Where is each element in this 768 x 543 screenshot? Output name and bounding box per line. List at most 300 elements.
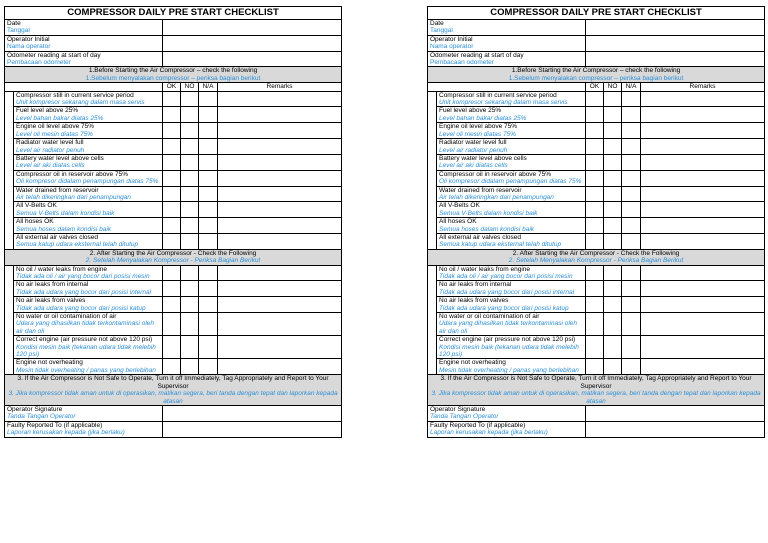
item-indent xyxy=(428,91,437,107)
item-label-en: Battery water level above cells xyxy=(439,154,527,162)
footer-field-label xyxy=(5,421,163,437)
item-ok-cell[interactable] xyxy=(163,154,181,170)
column-header-row xyxy=(5,83,342,91)
column-header-na: N/A xyxy=(199,83,218,91)
item-ok-cell[interactable] xyxy=(586,218,604,234)
item-remarks-cell[interactable] xyxy=(641,233,765,249)
checklist-item xyxy=(437,233,586,249)
item-na-cell[interactable] xyxy=(622,265,641,281)
checklist-item-row xyxy=(428,218,765,234)
checklist-item-row xyxy=(428,313,765,336)
item-label-id: Level bahan bakar diatas 25% xyxy=(439,114,527,122)
checklist-item xyxy=(437,91,586,107)
item-remarks-cell[interactable] xyxy=(641,123,765,139)
item-na-cell[interactable] xyxy=(199,186,218,202)
item-na-cell[interactable] xyxy=(199,233,218,249)
section-1-title-en: 1.Before Starting the Air Compressor – check the following xyxy=(88,67,258,75)
item-no-cell[interactable] xyxy=(604,297,622,313)
item-na-cell[interactable] xyxy=(199,107,218,123)
field-label-en: Faulty Reported To (if applicable) xyxy=(7,421,103,429)
checklist-item xyxy=(437,265,586,281)
item-label-id: Tidak ada udara yang bocor dari posisi katup xyxy=(16,304,146,312)
checklist-item-row xyxy=(5,154,342,170)
section-2-header xyxy=(5,249,342,265)
item-label-en: Compressor oil in reservoir above 75% xyxy=(439,170,551,178)
item-remarks-cell[interactable] xyxy=(641,170,765,186)
item-remarks-cell[interactable] xyxy=(218,202,342,218)
field-label-en: Faulty Reported To (if applicable) xyxy=(430,421,526,429)
item-ok-cell[interactable] xyxy=(163,170,181,186)
footer-field-label xyxy=(428,421,586,437)
item-indent xyxy=(428,202,437,218)
item-indent xyxy=(5,123,14,139)
item-label-en: No oil / water leaks from engine xyxy=(16,265,108,273)
item-remarks-cell[interactable] xyxy=(641,154,765,170)
item-ok-cell[interactable] xyxy=(163,297,181,313)
item-na-cell[interactable] xyxy=(199,313,218,336)
item-no-cell[interactable] xyxy=(604,123,622,139)
item-ok-cell[interactable] xyxy=(586,170,604,186)
item-na-cell[interactable] xyxy=(622,154,641,170)
checklist-item-row xyxy=(428,123,765,139)
item-no-cell[interactable] xyxy=(181,218,199,234)
item-na-cell[interactable] xyxy=(199,123,218,139)
item-no-cell[interactable] xyxy=(181,297,199,313)
item-ok-cell[interactable] xyxy=(163,359,181,375)
field-label-id: Tanda Tangan Operator xyxy=(7,413,76,421)
field-label-en: Operator Initial xyxy=(430,35,473,43)
field-label-id: Nama operator xyxy=(430,43,474,51)
item-indent xyxy=(5,170,14,186)
item-indent xyxy=(428,281,437,297)
item-na-cell[interactable] xyxy=(622,91,641,107)
item-ok-cell[interactable] xyxy=(586,265,604,281)
item-indent xyxy=(5,139,14,155)
checklist-table xyxy=(4,6,342,438)
checklist-item-row xyxy=(428,281,765,297)
item-remarks-cell[interactable] xyxy=(218,233,342,249)
item-remarks-cell[interactable] xyxy=(641,202,765,218)
item-label-en: All V-Belts OK xyxy=(16,202,57,210)
item-label-id: Semua hoses dalam kondisi baik xyxy=(16,225,112,233)
field-label-id: Laporan kerusakan kepada (jika berlaku) xyxy=(430,429,548,437)
item-label-en: All hoses OK xyxy=(439,218,477,226)
header-field-input[interactable] xyxy=(586,20,765,36)
item-remarks-cell[interactable] xyxy=(641,218,765,234)
column-header-blank xyxy=(428,83,586,91)
header-field-input[interactable] xyxy=(586,35,765,51)
item-label-id: Tidak ada udara yang bocor dari posisi internal xyxy=(439,288,575,296)
field-label-id: Pembacaan odometer xyxy=(430,59,494,67)
item-no-cell[interactable] xyxy=(604,139,622,155)
item-no-cell[interactable] xyxy=(604,170,622,186)
checklist-item-row xyxy=(5,186,342,202)
field-label-en: Date xyxy=(7,20,21,27)
item-remarks-cell[interactable] xyxy=(641,139,765,155)
item-label-id: Tidak ada udara yang bocor dari posisi katup xyxy=(439,304,569,312)
item-ok-cell[interactable] xyxy=(586,313,604,336)
item-remarks-cell[interactable] xyxy=(218,186,342,202)
item-no-cell[interactable] xyxy=(181,281,199,297)
item-no-cell[interactable] xyxy=(604,265,622,281)
checklist-item-row xyxy=(5,233,342,249)
section-3-title-en: 3. If the Air Compressor is Not Safe to Operate, Turn it off Immediately, Tag Appropriately and Report to Your Supervisor xyxy=(440,375,752,390)
item-na-cell[interactable] xyxy=(199,281,218,297)
item-remarks-cell[interactable] xyxy=(218,139,342,155)
item-indent xyxy=(428,139,437,155)
checklist-item xyxy=(14,281,163,297)
field-label-en: Odometer reading at start of day xyxy=(7,51,101,59)
item-na-cell[interactable] xyxy=(622,336,641,359)
item-na-cell[interactable] xyxy=(199,170,218,186)
item-no-cell[interactable] xyxy=(181,123,199,139)
checklist-item-row xyxy=(5,297,342,313)
item-indent xyxy=(428,218,437,234)
field-label-en: Date xyxy=(430,20,444,27)
item-ok-cell[interactable] xyxy=(163,186,181,202)
item-label-id: Tidak ada udara yang bocor dari posisi internal xyxy=(16,288,152,296)
item-remarks-cell[interactable] xyxy=(218,170,342,186)
item-label-id: Oli kompresor didalam penampungan diatas 75% xyxy=(16,178,159,186)
item-no-cell[interactable] xyxy=(604,154,622,170)
item-na-cell[interactable] xyxy=(622,218,641,234)
item-label-en: Correct engine (air pressure not above 120 psi) xyxy=(16,336,153,344)
checklist-item xyxy=(14,186,163,202)
checklist-item xyxy=(14,218,163,234)
item-ok-cell[interactable] xyxy=(586,359,604,375)
item-label-en: No air leaks from valves xyxy=(16,297,86,305)
item-label-id: Oli kompresor didalam penampungan diatas 75% xyxy=(439,178,582,186)
item-no-cell[interactable] xyxy=(181,154,199,170)
item-no-cell[interactable] xyxy=(181,336,199,359)
item-remarks-cell[interactable] xyxy=(641,186,765,202)
footer-field-input[interactable] xyxy=(586,421,765,437)
item-label-en: Engine oil level above 75% xyxy=(439,123,518,131)
item-ok-cell[interactable] xyxy=(163,336,181,359)
footer-field-input[interactable] xyxy=(163,405,342,421)
item-no-cell[interactable] xyxy=(604,91,622,107)
item-remarks-cell[interactable] xyxy=(218,359,342,375)
checklist-item xyxy=(437,202,586,218)
item-no-cell[interactable] xyxy=(604,359,622,375)
item-ok-cell[interactable] xyxy=(163,218,181,234)
item-na-cell[interactable] xyxy=(622,123,641,139)
item-ok-cell[interactable] xyxy=(586,336,604,359)
item-indent xyxy=(5,359,14,375)
field-label-id: Nama operator xyxy=(7,43,51,51)
item-remarks-cell[interactable] xyxy=(641,265,765,281)
column-header-ok: OK xyxy=(163,83,181,91)
field-label-id: Tanggal xyxy=(430,27,453,35)
item-ok-cell[interactable] xyxy=(163,313,181,336)
checklist-item xyxy=(14,139,163,155)
item-ok-cell[interactable] xyxy=(163,265,181,281)
item-na-cell[interactable] xyxy=(622,281,641,297)
item-ok-cell[interactable] xyxy=(586,123,604,139)
item-ok-cell[interactable] xyxy=(586,139,604,155)
item-remarks-cell[interactable] xyxy=(218,123,342,139)
item-indent xyxy=(5,186,14,202)
field-label-en: Odometer reading at start of day xyxy=(430,51,524,59)
checklist-item-row xyxy=(5,107,342,123)
item-label-id: Unit kompresor sekarang dalam masa servis xyxy=(439,99,568,107)
field-label-id: Pembacaan odometer xyxy=(7,59,71,67)
item-ok-cell[interactable] xyxy=(163,233,181,249)
item-na-cell[interactable] xyxy=(199,154,218,170)
item-na-cell[interactable] xyxy=(622,139,641,155)
item-indent xyxy=(5,281,14,297)
item-indent xyxy=(428,297,437,313)
item-na-cell[interactable] xyxy=(622,186,641,202)
checklist-item xyxy=(437,154,586,170)
section-3-title-id: 3. Jika kompressor tidak aman untuk di operasikan, matikan segera, beri tanda dengan tepat dan laporkan kepada atasan xyxy=(431,390,761,405)
item-ok-cell[interactable] xyxy=(586,154,604,170)
item-label-en: Radiator water level full xyxy=(439,139,507,147)
item-ok-cell[interactable] xyxy=(163,91,181,107)
item-label-id: Tidak ada oli / air yang bocor dari posisi mesin xyxy=(439,273,573,280)
item-label-id: Kondisi mesin baik (tekanan udara tidak melebih 120 psi) xyxy=(16,343,156,359)
checklist-item xyxy=(437,336,586,359)
item-ok-cell[interactable] xyxy=(163,139,181,155)
item-no-cell[interactable] xyxy=(181,202,199,218)
item-ok-cell[interactable] xyxy=(586,281,604,297)
item-label-en: Water drained from reservoir xyxy=(439,186,522,194)
item-na-cell[interactable] xyxy=(199,202,218,218)
item-label-id: Level air radiator penuh xyxy=(439,146,508,154)
item-label-en: Engine oil level above 75% xyxy=(16,123,95,131)
item-remarks-cell[interactable] xyxy=(218,313,342,336)
checklist-item-row xyxy=(428,154,765,170)
checklist-item xyxy=(437,281,586,297)
item-no-cell[interactable] xyxy=(181,107,199,123)
header-field-input[interactable] xyxy=(163,51,342,67)
checklist-item-row xyxy=(5,336,342,359)
checklist-item-row xyxy=(5,265,342,281)
header-field-label xyxy=(5,20,163,36)
item-no-cell[interactable] xyxy=(181,139,199,155)
checklist-sheet-left xyxy=(4,6,341,438)
item-na-cell[interactable] xyxy=(199,218,218,234)
checklist-table xyxy=(427,6,765,438)
item-label-en: All hoses OK xyxy=(16,218,54,226)
checklist-item-row xyxy=(5,281,342,297)
header-field-row xyxy=(5,35,342,51)
item-label-id: Level air radiator penuh xyxy=(16,146,85,154)
footer-field-label xyxy=(5,405,163,421)
column-header-no: NO xyxy=(604,83,622,91)
item-label-id: Semua katup udara eksternal telah ditutup xyxy=(439,241,562,249)
item-remarks-cell[interactable] xyxy=(218,297,342,313)
item-ok-cell[interactable] xyxy=(586,202,604,218)
field-label-en: Operator Signature xyxy=(7,405,63,413)
item-remarks-cell[interactable] xyxy=(218,281,342,297)
item-label-en: Compressor still in current service period xyxy=(439,91,557,99)
checklist-item xyxy=(437,139,586,155)
item-ok-cell[interactable] xyxy=(586,233,604,249)
item-no-cell[interactable] xyxy=(604,336,622,359)
item-label-id: Mesin tidak overheating / panas yang berlebihan xyxy=(16,366,156,374)
header-field-input[interactable] xyxy=(163,35,342,51)
checklist-item-row xyxy=(428,297,765,313)
item-label-en: All V-Belts OK xyxy=(439,202,480,210)
section-3-header xyxy=(5,375,342,406)
item-label-id: Semua V-Belts dalam kondisi baik xyxy=(16,209,115,217)
item-remarks-cell[interactable] xyxy=(218,91,342,107)
item-label-en: Compressor oil in reservoir above 75% xyxy=(16,170,128,178)
item-label-en: No air leaks from internal xyxy=(16,281,89,289)
section-3-title-id: 3. Jika kompressor tidak aman untuk di operasikan, matikan segera, beri tanda dengan tepat dan laporkan kepada atasan xyxy=(8,390,338,405)
item-indent xyxy=(5,233,14,249)
item-label-en: Engine not overheating xyxy=(439,359,506,367)
column-header-row xyxy=(428,83,765,91)
column-header-blank xyxy=(5,83,163,91)
checklist-item-row xyxy=(5,359,342,375)
item-remarks-cell[interactable] xyxy=(218,218,342,234)
checklist-item xyxy=(437,218,586,234)
item-label-en: Engine not overheating xyxy=(16,359,83,367)
item-label-id: Semua hoses dalam kondisi baik xyxy=(439,225,535,233)
checklist-item xyxy=(14,154,163,170)
item-no-cell[interactable] xyxy=(181,265,199,281)
item-no-cell[interactable] xyxy=(604,202,622,218)
item-na-cell[interactable] xyxy=(622,107,641,123)
header-field-label xyxy=(5,51,163,67)
header-field-input[interactable] xyxy=(163,20,342,36)
footer-field-label xyxy=(428,405,586,421)
item-remarks-cell[interactable] xyxy=(641,107,765,123)
item-remarks-cell[interactable] xyxy=(641,313,765,336)
item-no-cell[interactable] xyxy=(604,218,622,234)
header-field-label xyxy=(5,35,163,51)
item-remarks-cell[interactable] xyxy=(641,91,765,107)
item-indent xyxy=(428,233,437,249)
section-2-title-en: 2. After Starting the Air Compressor - Check the Following xyxy=(89,249,257,257)
item-no-cell[interactable] xyxy=(181,313,199,336)
item-indent xyxy=(5,336,14,359)
checklist-item xyxy=(14,91,163,107)
item-ok-cell[interactable] xyxy=(163,202,181,218)
item-remarks-cell[interactable] xyxy=(218,107,342,123)
item-label-id: Kondisi mesin baik (tekanan udara tidak melebih 120 psi) xyxy=(439,343,579,359)
item-no-cell[interactable] xyxy=(181,91,199,107)
item-na-cell[interactable] xyxy=(199,139,218,155)
section-1-title-id: 1.Sebelum menyalakan compressor – periksa bagian berikut xyxy=(508,74,684,82)
footer-field-row xyxy=(5,421,342,437)
item-na-cell[interactable] xyxy=(622,359,641,375)
item-indent xyxy=(5,313,14,336)
header-field-row xyxy=(428,20,765,36)
item-na-cell[interactable] xyxy=(622,202,641,218)
item-label-id: Tidak ada oli / air yang bocor dari posisi mesin xyxy=(16,273,150,280)
item-no-cell[interactable] xyxy=(181,233,199,249)
item-label-id: Air telah dikeringkan dari penampungan xyxy=(16,193,131,201)
header-field-label xyxy=(428,35,586,51)
column-header-na: N/A xyxy=(622,83,641,91)
column-header-no: NO xyxy=(181,83,199,91)
item-na-cell[interactable] xyxy=(199,91,218,107)
checklist-item xyxy=(437,123,586,139)
item-label-id: Level air aki diatas cells xyxy=(16,162,85,170)
item-label-en: Correct engine (air pressure not above 120 psi) xyxy=(439,336,576,344)
item-na-cell[interactable] xyxy=(199,336,218,359)
item-indent xyxy=(5,297,14,313)
item-remarks-cell[interactable] xyxy=(218,336,342,359)
item-label-en: Battery water level above cells xyxy=(16,154,104,162)
checklist-item xyxy=(14,202,163,218)
checklist-item xyxy=(14,107,163,123)
item-label-id: Level oli mesin diatas 75% xyxy=(439,130,516,138)
item-remarks-cell[interactable] xyxy=(641,281,765,297)
section-1-title-en: 1.Before Starting the Air Compressor – check the following xyxy=(511,67,681,75)
item-label-en: No air leaks from internal xyxy=(439,281,512,289)
item-remarks-cell[interactable] xyxy=(641,359,765,375)
item-na-cell[interactable] xyxy=(622,170,641,186)
item-remarks-cell[interactable] xyxy=(641,297,765,313)
item-no-cell[interactable] xyxy=(604,186,622,202)
item-no-cell[interactable] xyxy=(604,281,622,297)
item-na-cell[interactable] xyxy=(199,359,218,375)
item-ok-cell[interactable] xyxy=(586,186,604,202)
item-na-cell[interactable] xyxy=(622,233,641,249)
item-no-cell[interactable] xyxy=(604,107,622,123)
item-na-cell[interactable] xyxy=(622,297,641,313)
item-ok-cell[interactable] xyxy=(586,297,604,313)
item-na-cell[interactable] xyxy=(622,313,641,336)
item-na-cell[interactable] xyxy=(199,297,218,313)
footer-field-input[interactable] xyxy=(163,421,342,437)
item-indent xyxy=(428,170,437,186)
item-ok-cell[interactable] xyxy=(586,107,604,123)
item-no-cell[interactable] xyxy=(181,359,199,375)
item-indent xyxy=(428,154,437,170)
section-3-title-en: 3. If the Air Compressor is Not Safe to Operate, Turn it off Immediately, Tag Appropriately and Report to Your Supervisor xyxy=(17,375,329,390)
checklist-item-row xyxy=(428,91,765,107)
checklist-item-row xyxy=(428,139,765,155)
header-field-row xyxy=(428,51,765,67)
item-remarks-cell[interactable] xyxy=(218,154,342,170)
item-label-en: No water or oil contamination of air xyxy=(16,313,117,321)
item-remarks-cell[interactable] xyxy=(218,265,342,281)
item-label-en: Fuel level above 25% xyxy=(439,107,502,115)
footer-field-input[interactable] xyxy=(586,405,765,421)
checklist-item-row xyxy=(428,202,765,218)
section-2-title-id: 2. Setelah Menyalakan Kompressor - Periksa Bagian Berikut xyxy=(85,257,261,265)
checklist-item xyxy=(14,233,163,249)
item-no-cell[interactable] xyxy=(181,170,199,186)
item-na-cell[interactable] xyxy=(199,265,218,281)
checklist-item-row xyxy=(428,170,765,186)
checklist-item xyxy=(437,107,586,123)
header-field-label xyxy=(428,51,586,67)
item-no-cell[interactable] xyxy=(604,313,622,336)
item-ok-cell[interactable] xyxy=(163,123,181,139)
item-ok-cell[interactable] xyxy=(586,91,604,107)
item-remarks-cell[interactable] xyxy=(641,336,765,359)
field-label-id: Tanda Tangan Operator xyxy=(430,413,499,421)
item-ok-cell[interactable] xyxy=(163,107,181,123)
item-ok-cell[interactable] xyxy=(163,281,181,297)
checklist-item-row xyxy=(5,202,342,218)
item-label-en: Compressor still in current service period xyxy=(16,91,134,99)
header-field-input[interactable] xyxy=(586,51,765,67)
column-header-ok: OK xyxy=(586,83,604,91)
checklist-item-row xyxy=(428,186,765,202)
item-no-cell[interactable] xyxy=(181,186,199,202)
checklist-item xyxy=(14,123,163,139)
item-label-id: Semua katup udara eksternal telah ditutup xyxy=(16,241,139,249)
field-label-id: Tanggal xyxy=(7,27,30,35)
item-no-cell[interactable] xyxy=(604,233,622,249)
